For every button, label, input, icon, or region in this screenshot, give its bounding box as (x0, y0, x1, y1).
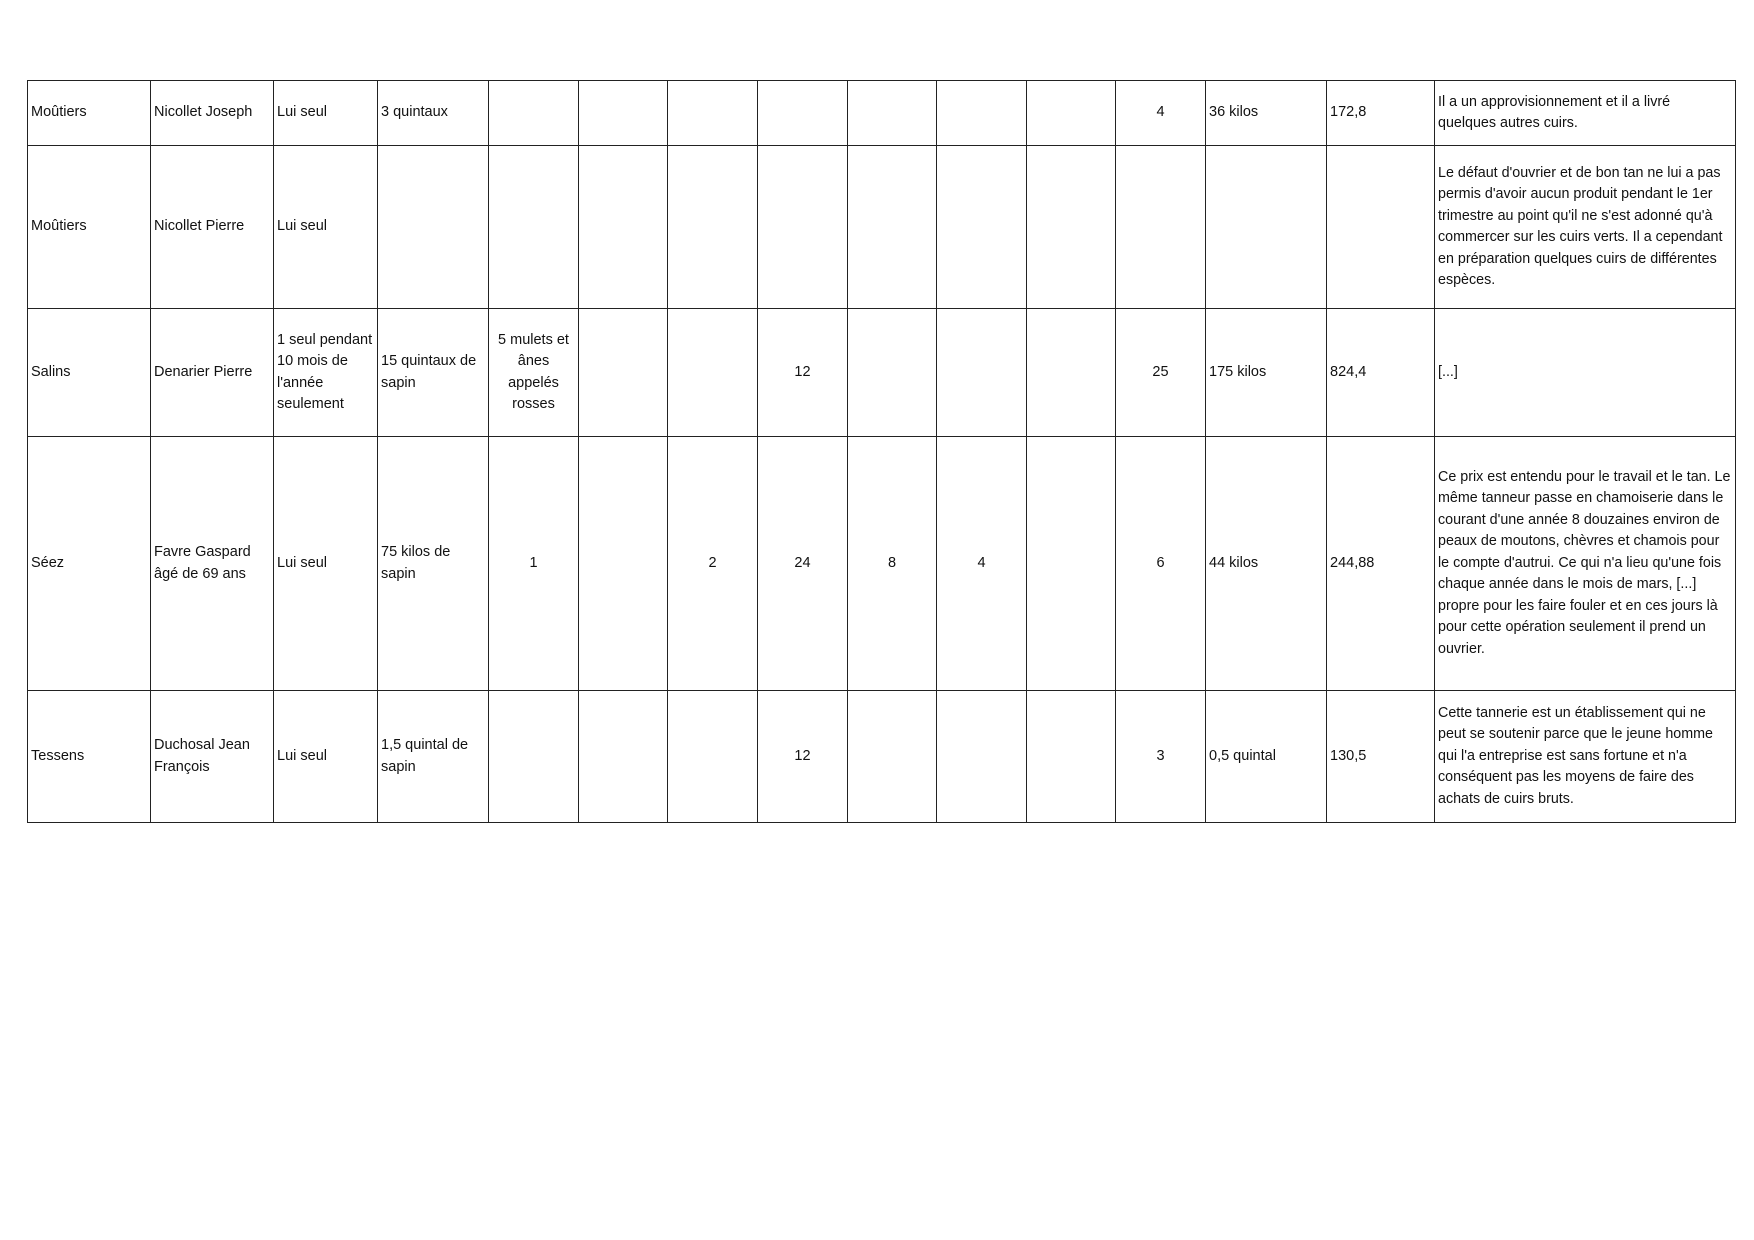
cell-valeur: 172,8 (1327, 81, 1435, 146)
cell-ouvriers: Lui seul (274, 437, 378, 691)
cell-quantite (1206, 146, 1327, 309)
cell-nom: Favre Gaspard âgé de 69 ans (151, 437, 274, 691)
cell-col7 (668, 81, 758, 146)
cell-col9 (848, 81, 937, 146)
cell-combustible: 75 kilos de sapin (378, 437, 489, 691)
cell-col6 (579, 437, 668, 691)
cell-col9 (848, 146, 937, 309)
cell-combustible: 3 quintaux (378, 81, 489, 146)
cell-observations: Il a un approvisionnement et il a livré quelques autres cuirs. (1435, 81, 1736, 146)
cell-nom: Nicollet Pierre (151, 146, 274, 309)
cell-col10: 4 (937, 437, 1027, 691)
cell-col8 (758, 81, 848, 146)
cell-col6 (579, 309, 668, 437)
cell-col9: 8 (848, 437, 937, 691)
table-row (28, 691, 1736, 823)
cell-observations: Ce prix est entendu pour le travail et le tan. Le même tanneur passe en chamoiserie dans le courant d'une année 8 douzaines environ de peaux de moutons, chèvres et chamois pour le compte d'autrui. Ce qui n'a lieu qu'une fois chaque année dans le mois de mars, [...] propre pour les faire fouler et en ces jours là pour cette opération seulement il prend un ouvrier. (1435, 437, 1736, 691)
cell-valeur: 824,4 (1327, 309, 1435, 437)
cell-col5: 5 mulets et ânes appelés rosses (489, 309, 579, 437)
cell-col5 (489, 146, 579, 309)
cell-col11 (1027, 309, 1116, 437)
cell-observations: Le défaut d'ouvrier et de bon tan ne lui a pas permis d'avoir aucun produit pendant le 1er trimestre au point qu'il ne s'est adonné qu'à commercer sur les cuirs verts. Il a cependant en préparation quelques cuirs de différentes espèces. (1435, 146, 1736, 309)
cell-col5 (489, 81, 579, 146)
cell-col11 (1027, 81, 1116, 146)
cell-combustible: 15 quintaux de sapin (378, 309, 489, 437)
cell-valeur: 244,88 (1327, 437, 1435, 691)
cell-ouvriers: Lui seul (274, 81, 378, 146)
table-row (28, 437, 1736, 691)
tannery-table (27, 80, 1736, 823)
cell-col8 (758, 146, 848, 309)
cell-valeur (1327, 146, 1435, 309)
cell-quantite: 36 kilos (1206, 81, 1327, 146)
cell-col10 (937, 146, 1027, 309)
cell-col7 (668, 691, 758, 823)
cell-col11 (1027, 146, 1116, 309)
cell-col8: 24 (758, 437, 848, 691)
cell-valeur: 130,5 (1327, 691, 1435, 823)
cell-col12: 6 (1116, 437, 1206, 691)
cell-col12 (1116, 146, 1206, 309)
cell-col8: 12 (758, 309, 848, 437)
table-row (28, 81, 1736, 146)
cell-lieu: Moûtiers (28, 146, 151, 309)
cell-observations: Cette tannerie est un établissement qui ne peut se soutenir parce que le jeune homme qui l'a entreprise est sans fortune et n'a conséquent pas les moyens de faire des achats de cuirs bruts. (1435, 691, 1736, 823)
cell-observations: [...] (1435, 309, 1736, 437)
cell-col8: 12 (758, 691, 848, 823)
cell-lieu: Tessens (28, 691, 151, 823)
cell-combustible (378, 146, 489, 309)
cell-col6 (579, 691, 668, 823)
cell-ouvriers: Lui seul (274, 146, 378, 309)
cell-col7: 2 (668, 437, 758, 691)
cell-col12: 25 (1116, 309, 1206, 437)
cell-col9 (848, 691, 937, 823)
cell-lieu: Salins (28, 309, 151, 437)
cell-col11 (1027, 691, 1116, 823)
cell-nom: Nicollet Joseph (151, 81, 274, 146)
table-row (28, 309, 1736, 437)
cell-combustible: 1,5 quintal de sapin (378, 691, 489, 823)
cell-col5 (489, 691, 579, 823)
cell-col12: 4 (1116, 81, 1206, 146)
cell-ouvriers: 1 seul pendant 10 mois de l'année seulement (274, 309, 378, 437)
cell-nom: Denarier Pierre (151, 309, 274, 437)
cell-col12: 3 (1116, 691, 1206, 823)
cell-col11 (1027, 437, 1116, 691)
cell-col10 (937, 309, 1027, 437)
cell-col5: 1 (489, 437, 579, 691)
cell-col6 (579, 146, 668, 309)
cell-col7 (668, 146, 758, 309)
cell-lieu: Moûtiers (28, 81, 151, 146)
cell-col7 (668, 309, 758, 437)
cell-ouvriers: Lui seul (274, 691, 378, 823)
cell-col9 (848, 309, 937, 437)
table-row (28, 146, 1736, 309)
cell-col6 (579, 81, 668, 146)
cell-quantite: 175 kilos (1206, 309, 1327, 437)
cell-nom: Duchosal Jean François (151, 691, 274, 823)
cell-quantite: 44 kilos (1206, 437, 1327, 691)
cell-col10 (937, 691, 1027, 823)
cell-quantite: 0,5 quintal (1206, 691, 1327, 823)
cell-col10 (937, 81, 1027, 146)
cell-lieu: Séez (28, 437, 151, 691)
